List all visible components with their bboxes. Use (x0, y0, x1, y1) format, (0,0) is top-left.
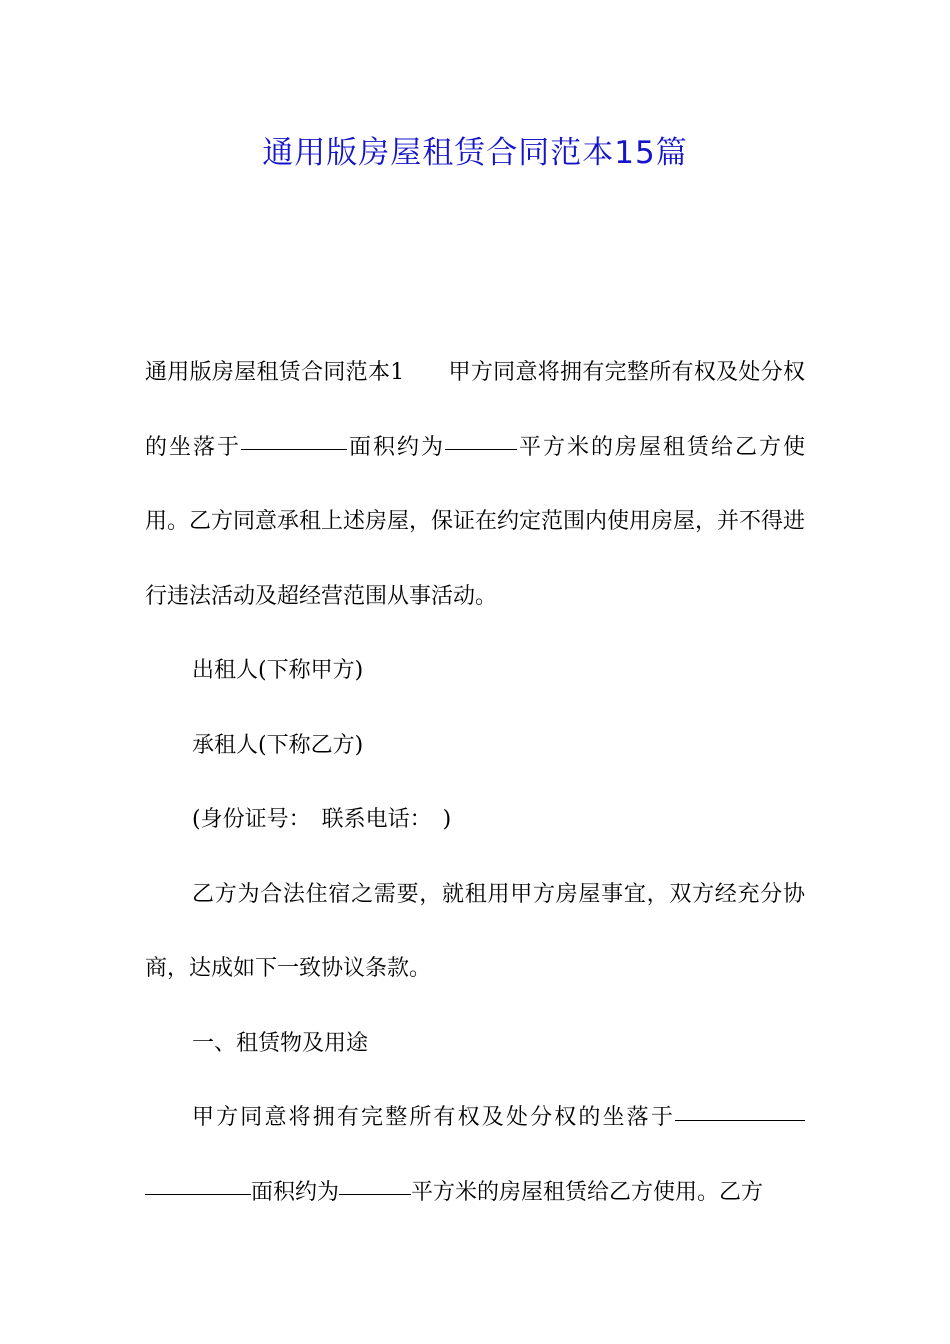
fill-blank-location-cont (145, 1193, 251, 1195)
section-heading-lease-use: 一、租赁物及用途 (192, 1030, 369, 1056)
contract-heading: 通用版房屋租赁合同范本1 (145, 360, 405, 385)
fill-blank-area (445, 448, 517, 450)
document-body (145, 336, 805, 1230)
text-segment: 甲方同意将拥有完整所有权及处分权的坐落于 (192, 1105, 675, 1130)
paragraph-contract-1 (145, 336, 805, 634)
fill-blank-location (241, 448, 347, 450)
paragraph-lease-object (145, 1081, 805, 1230)
text-segment: 面积约为 (251, 1179, 340, 1205)
paragraph-id-contact: (身份证号： 联系电话： ) (192, 807, 452, 832)
document-title: 通用版房屋租赁合同范本15篇 (262, 135, 688, 171)
fill-blank-area (339, 1193, 411, 1195)
text-segment: 面积约为 (347, 434, 445, 460)
text-segment: 平方米的房屋租赁给乙方使用。乙方同意承租上述房屋，保证在约定范围内使用房屋，并不得进行违法活动及超经营范围从事活动。 (145, 434, 806, 609)
text-segment: 平方米的房屋租赁给乙方使用。乙方 (411, 1179, 764, 1205)
paragraph-lessee: 承租人(下称乙方) (192, 732, 364, 758)
fill-blank-location (675, 1119, 805, 1121)
paragraph-agreement: 乙方为合法住宿之需要，就租用甲方房屋事宜，双方经充分协商，达成如下一致协议条款。 (145, 881, 805, 981)
paragraph-lessor: 出租人(下称甲方) (192, 658, 364, 683)
text-segment: 甲方同意将拥有完整所有权及处分权的坐落于 (145, 360, 805, 460)
